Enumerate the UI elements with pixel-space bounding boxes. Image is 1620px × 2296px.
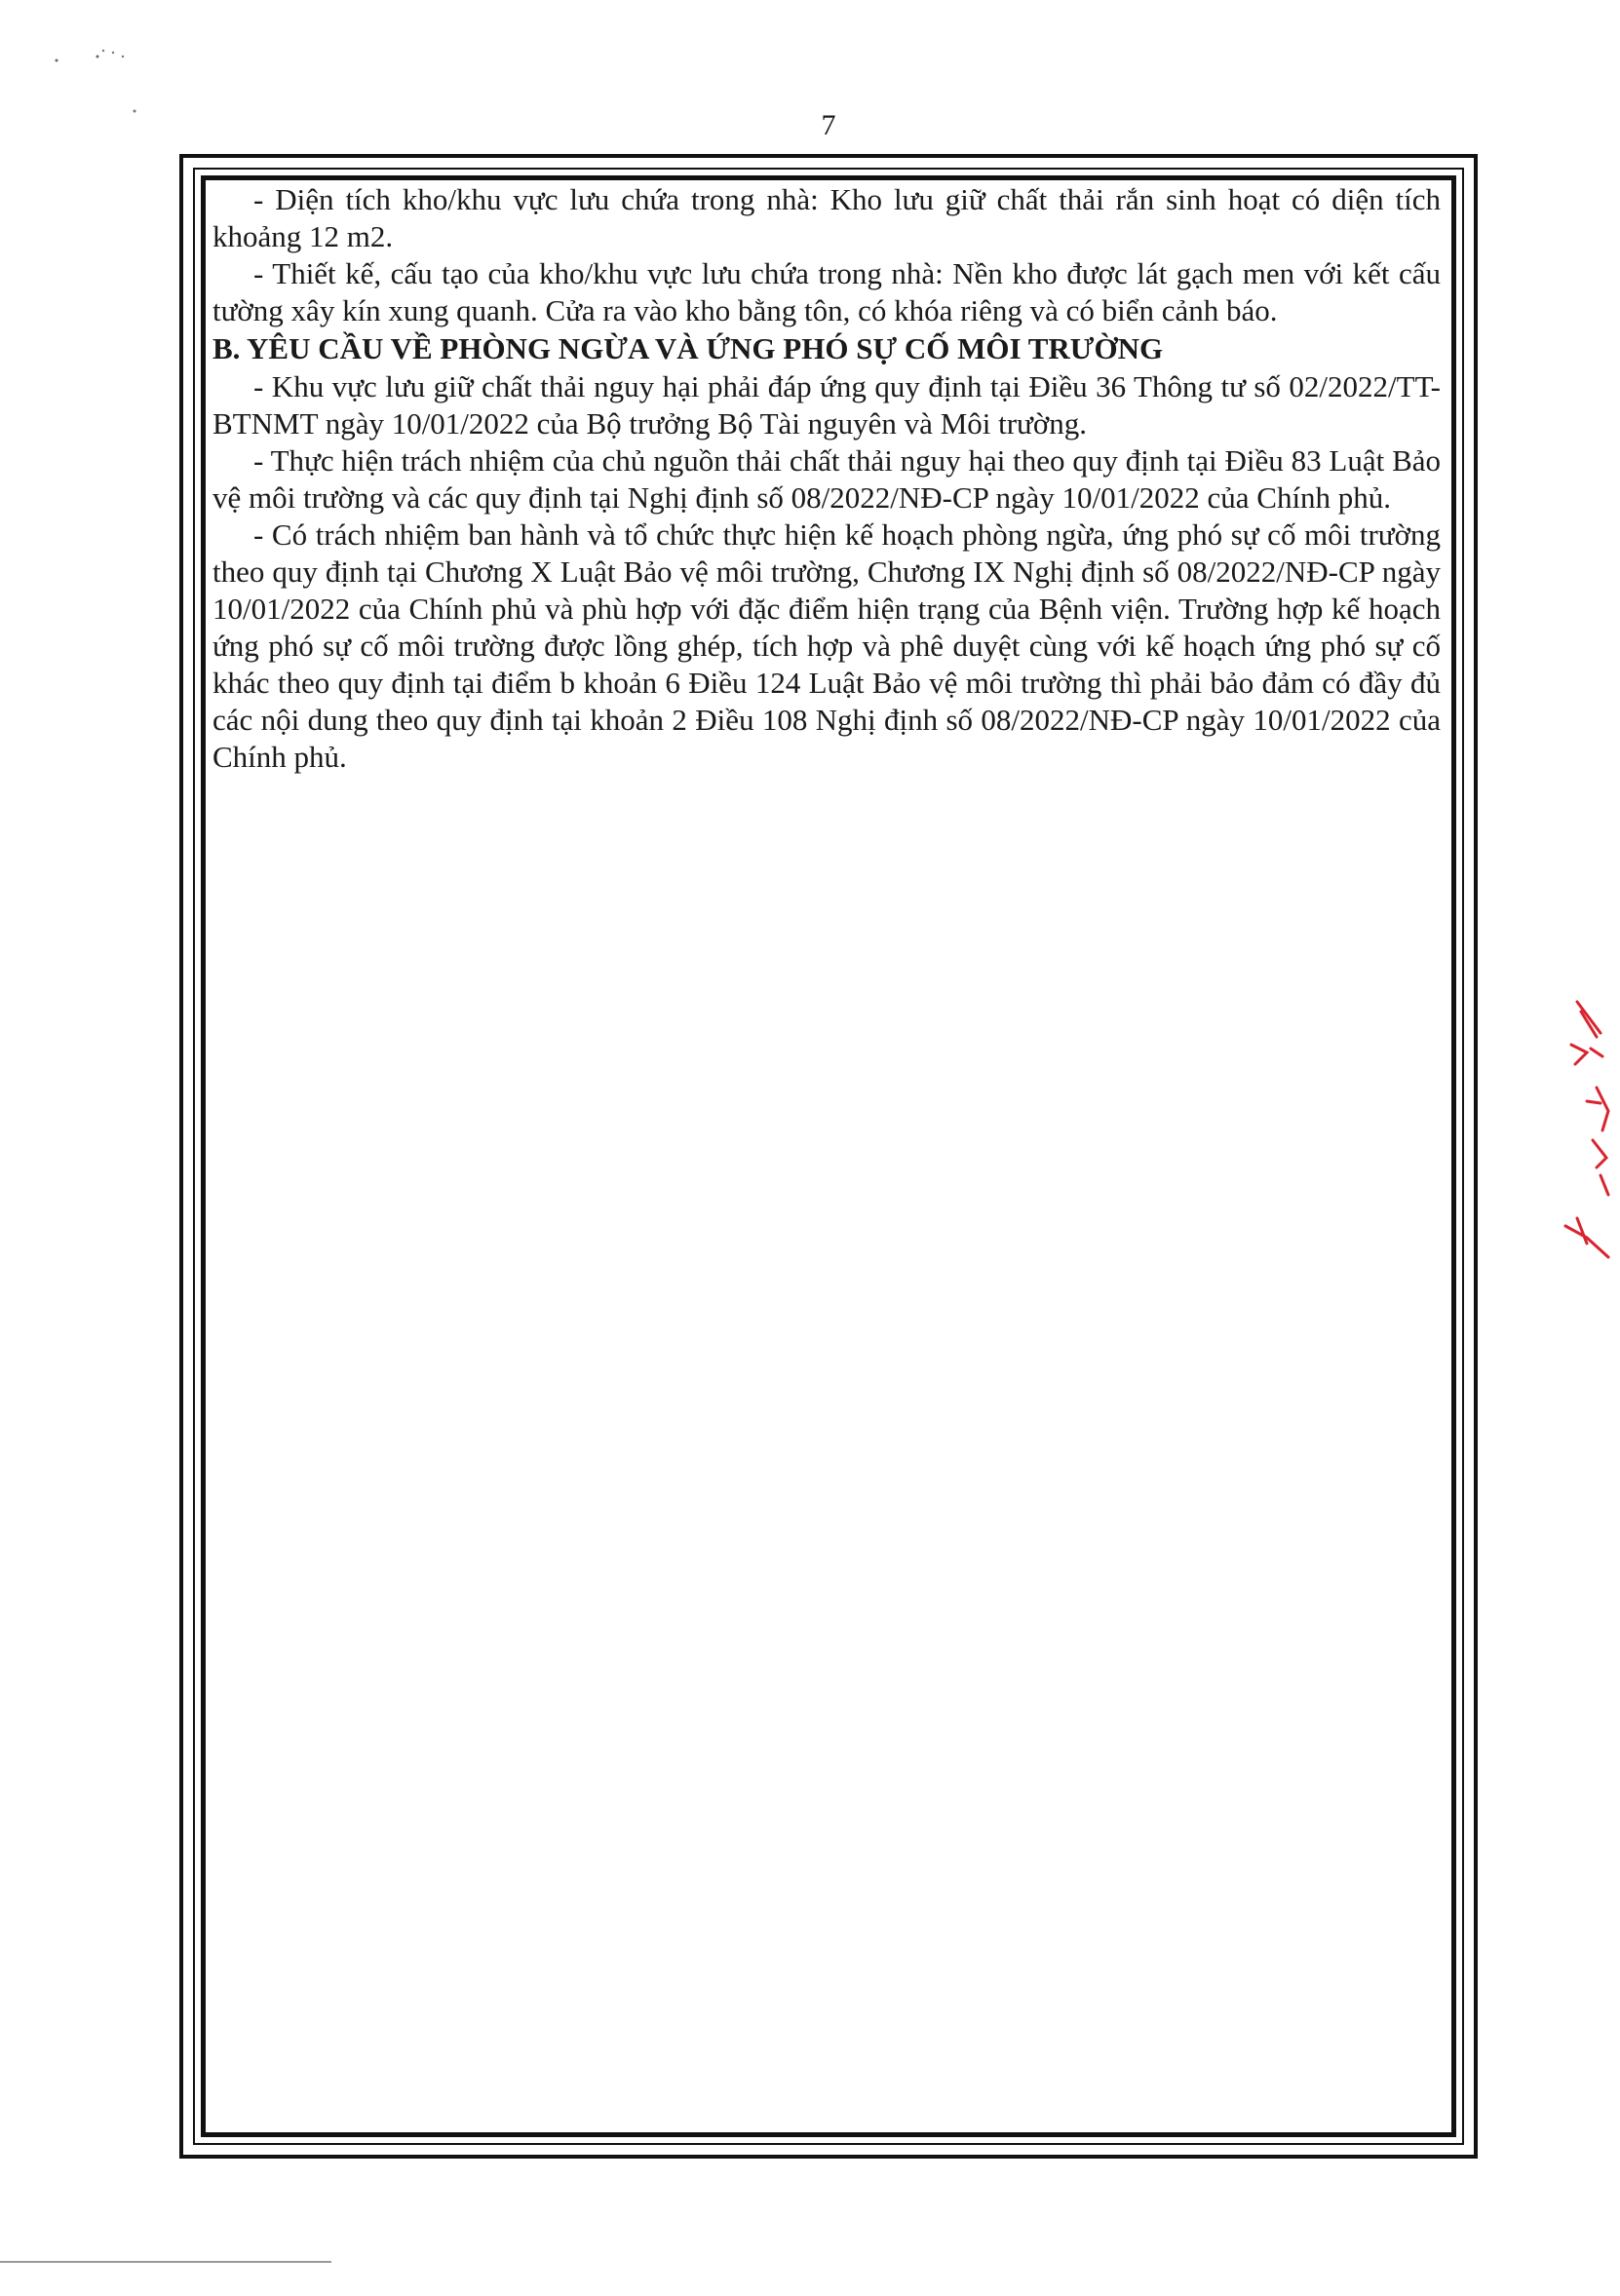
page-number: 7 bbox=[821, 109, 836, 141]
scan-edge-line bbox=[0, 2261, 331, 2263]
red-stamp-fragment-icon bbox=[1558, 994, 1620, 1267]
section-b-heading: B. YÊU CẦU VỀ PHÒNG NGỪA VÀ ỨNG PHÓ SỰ CỐ MÔI TRƯỜNG bbox=[212, 331, 1164, 365]
scan-specks bbox=[49, 39, 166, 117]
paragraph-incident-response-plan: - Có trách nhiệm ban hành và tổ chức thực hiện kế hoạch phòng ngừa, ứng phó sự cố môi trường theo quy định tại Chương X Luật Bảo vệ môi trường, Chương IX Nghị định số 08/2022/NĐ-CP ngày 10/01/2022 của Chính phủ và phù hợp với đặc điểm hiện trạng của Bệnh viện. Trường hợp kế hoạch ứng phó sự cố môi trường được lồng ghép, tích hợp và phê duyệt cùng với kế hoạch ứng phó sự cố khác theo quy định tại điểm b khoản 6 Điều 124 Luật Bảo vệ môi trường thì phải bảo đảm có đầy đủ các nội dung theo quy định tại khoản 2 Điều 108 Nghị định số 08/2022/NĐ-CP ngày 10/01/2022 của Chính phủ. bbox=[212, 517, 1441, 774]
paragraph-storage-design: - Thiết kế, cấu tạo của kho/khu vực lưu chứa trong nhà: Nền kho được lát gạch men với kết cấu tường xây kín xung quanh. Cửa ra vào kho bằng tôn, có khóa riêng và có biển cảnh báo. bbox=[212, 256, 1441, 327]
paragraph-hazardous-storage: - Khu vực lưu giữ chất thải nguy hại phải đáp ứng quy định tại Điều 36 Thông tư số 02/2022/TT-BTNMT ngày 10/01/2022 của Bộ trưởng Bộ Tài nguyên và Môi trường. bbox=[212, 369, 1441, 440]
paragraph-storage-area: - Diện tích kho/khu vực lưu chứa trong nhà: Kho lưu giữ chất thải rắn sinh hoạt có diện tích khoảng 12 m2. bbox=[212, 182, 1441, 253]
paragraph-waste-owner-responsibility: - Thực hiện trách nhiệm của chủ nguồn thải chất thải nguy hại theo quy định tại Điều 83 Luật Bảo vệ môi trường và các quy định tại Nghị định số 08/2022/NĐ-CP ngày 10/01/2022 của Chính phủ. bbox=[212, 443, 1441, 515]
document-body bbox=[212, 181, 1441, 776]
